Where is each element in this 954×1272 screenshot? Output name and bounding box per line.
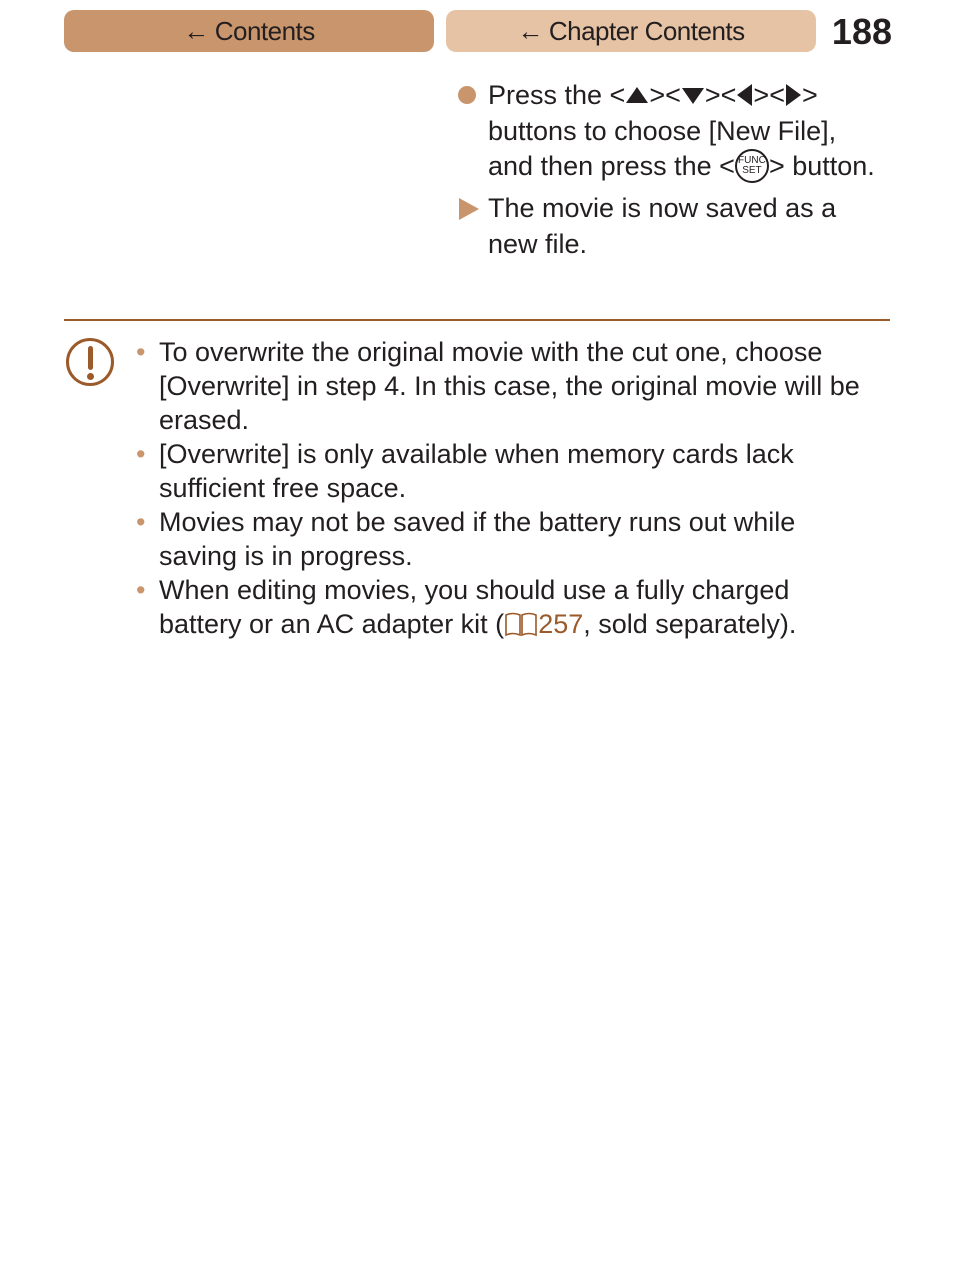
func-set-button-icon: [735, 149, 769, 183]
arrow-left-icon: ←: [517, 15, 543, 46]
page-reference-link[interactable]: [504, 609, 583, 639]
section-divider: [64, 319, 890, 321]
page-reference-number: 257: [538, 609, 584, 639]
step-text-part: >: [801, 80, 818, 110]
note-text: When editing movies, you should use a fully charged battery or an AC adapter kit (: [159, 575, 790, 639]
step-text-sep: ><: [704, 80, 737, 110]
bullet-icon: •: [136, 439, 146, 469]
bullet-icon: •: [136, 507, 146, 537]
arrow-left-icon: ←: [183, 15, 209, 46]
chapter-contents-button[interactable]: [446, 10, 816, 52]
book-icon: [504, 611, 538, 637]
up-button-icon: [626, 87, 648, 103]
note-text: [Overwrite] is only available when memory cards lack sufficient free space.: [159, 439, 794, 503]
step-text-part: buttons to choose [New File], and then press the <: [488, 115, 837, 182]
step-result: [456, 191, 876, 262]
result-arrow-icon: [459, 198, 479, 220]
list-item: [134, 437, 864, 505]
bullet-icon: •: [136, 337, 146, 367]
chapter-contents-label: Chapter Contents: [548, 15, 745, 46]
list-item: [134, 335, 864, 437]
right-button-icon: [786, 84, 801, 106]
note-text: To overwrite the original movie with the cut one, choose [Overwrite] in step 4. In this case, the original movie will be erased.: [159, 337, 860, 435]
list-item: [134, 505, 864, 573]
list-item: [134, 573, 864, 641]
contents-button[interactable]: [64, 10, 434, 52]
note-text: , sold separately).: [583, 609, 797, 639]
down-button-icon: [682, 88, 704, 104]
caution-notes: [134, 335, 864, 641]
left-button-icon: [737, 84, 752, 106]
step-result-text: The movie is now saved as a new file.: [488, 193, 837, 259]
func-set-bottom: SET: [742, 165, 762, 176]
step-text-part: Press the <: [488, 80, 626, 110]
step-bullet-text: [488, 78, 876, 187]
step-instructions: [456, 78, 876, 262]
bullet-dot-icon: [458, 86, 476, 104]
page-number: 188: [831, 11, 892, 52]
step-text-sep: ><: [753, 80, 785, 110]
note-text: Movies may not be saved if the battery runs out while saving is in progress.: [159, 507, 796, 571]
contents-label: Contents: [214, 15, 315, 46]
step-text-part: > button.: [768, 151, 875, 182]
step-bullet: [456, 78, 876, 187]
exclamation-circle-icon: [66, 338, 114, 386]
bullet-icon: •: [136, 575, 146, 605]
func-set-top: FUNC: [738, 155, 766, 166]
step-text-sep: ><: [649, 80, 681, 110]
